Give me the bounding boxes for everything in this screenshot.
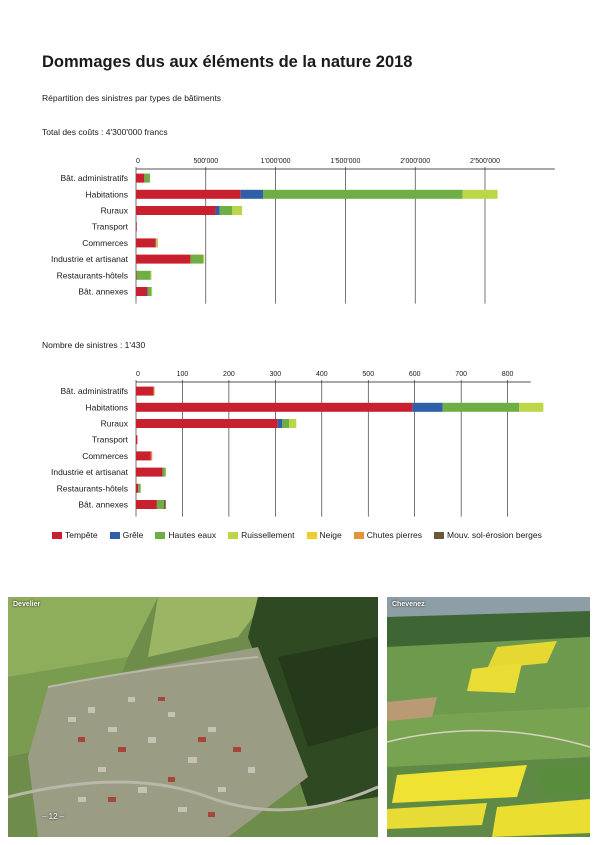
bar-segment [190,255,203,264]
bar-segment [220,206,233,215]
bar-segment [519,403,543,412]
category-label: Habitations [85,189,128,200]
legend-swatch [354,532,364,539]
legend-item-mouv-sol [434,530,542,540]
bar-segment [263,190,463,199]
category-label: Restaurants-hôtels [56,270,128,281]
legend-swatch [434,532,444,539]
x-tick-label: 400 [315,371,328,378]
category-label: Bât. annexes [78,286,128,297]
x-tick-label: 2'500'000 [470,158,500,165]
bar-segment [151,451,152,460]
count-chart [0,363,598,513]
category-label: Habitations [85,402,128,413]
legend-item-tempete [52,530,98,540]
x-tick-label: 600 [408,371,421,378]
page-number: – 12 – [42,812,65,821]
x-tick-label: 200 [223,371,235,378]
bar-segment [162,468,165,477]
bar-segment [136,255,190,264]
category-label: Industrie et artisanat [50,254,128,265]
bar-segment [232,206,242,215]
cost-chart-label: Total des coûts : 4'300'000 francs [42,127,168,137]
photo-chevenez [387,597,590,837]
x-tick-label: 500 [362,371,375,378]
photo-caption: Chevenez [392,601,425,608]
bar-segment [138,484,140,493]
legend-label: Hautes eaux [168,530,217,540]
bar-segment [147,287,148,296]
x-tick-label: 300 [269,371,282,378]
bar-segment [443,403,520,412]
bar-segment [137,271,151,280]
category-label: Commerces [82,450,128,461]
x-tick-label: 0 [136,158,140,165]
category-label: Transport [91,221,128,232]
x-tick-label: 2'000'000 [400,158,431,165]
category-label: Transport [91,434,128,445]
bar-segment [148,287,151,296]
category-label: Bât. administratifs [60,386,128,397]
photo-develier [8,597,378,837]
bar-segment [278,419,283,428]
category-label: Ruraux [100,205,128,216]
x-tick-label: 800 [501,371,514,378]
page-title: Dommages dus aux éléments de la nature 2018 [42,53,413,71]
bar-segment [136,403,412,412]
bar-segment [136,387,154,396]
legend-label: Mouv. sol-érosion berges [447,530,542,540]
legend-swatch [307,532,317,539]
legend-label: Tempête [65,530,98,540]
bar-segment [282,419,289,428]
legend-swatch [110,532,120,539]
category-label: Bât. annexes [78,499,128,510]
bar-segment [289,419,296,428]
category-label: Industrie et artisanat [50,467,128,478]
x-tick-label: 1'000'000 [260,158,291,165]
aerial-village-image [8,597,378,837]
bar-segment [157,500,164,509]
legend-swatch [155,532,165,539]
bar-segment [412,403,442,412]
bar-segment [241,190,263,199]
legend-swatch [228,532,238,539]
legend-swatch [52,532,62,539]
bar-segment [203,255,204,264]
category-label: Commerces [82,237,128,248]
bar-segment [136,435,137,444]
bar-segment [136,419,278,428]
bar-segment [136,190,241,199]
bar-segment [164,500,166,509]
photo-caption: Develier [13,601,41,608]
category-label: Restaurants-hôtels [56,483,128,494]
aerial-fields-image [387,597,590,837]
bar-segment [156,238,157,247]
count-chart-label: Nombre de sinistres : 1'430 [42,340,146,350]
bar-segment [151,271,152,280]
bar-segment [154,387,155,396]
x-tick-label: 500'000 [193,158,219,165]
x-tick-label: 700 [455,371,467,378]
legend-label: Grêle [122,530,144,540]
bar-segment [136,484,138,493]
category-label: Ruraux [100,418,128,429]
bar-segment [144,174,150,183]
legend-item-ruissellement [228,530,294,540]
x-tick-label: 100 [176,371,189,378]
bar-segment [463,190,498,199]
chart-legend [52,530,542,540]
x-tick-label: 1'500'000 [330,158,361,165]
legend-item-hautes-eaux [155,530,216,540]
bar-segment [136,271,137,280]
bar-segment [157,238,158,247]
bar-segment [136,174,144,183]
bar-segment [156,238,157,247]
bar-segment [136,238,156,247]
legend-item-grele [110,530,144,540]
bar-segment [136,287,147,296]
legend-label: Ruissellement [241,530,295,540]
bar-segment [136,206,216,215]
legend-label: Neige [319,530,342,540]
legend-label: Chutes pierres [366,530,423,540]
bar-segment [216,206,220,215]
x-tick-label: 0 [136,371,140,378]
bar-segment [136,451,151,460]
bar-segment [136,500,157,509]
legend-item-neige [307,530,342,540]
bar-segment [136,468,162,477]
bar-segment [136,222,137,231]
legend-item-chutes-pierres [354,530,422,540]
category-label: Bât. administratifs [60,173,128,184]
page-subtitle: Répartition des sinistres par types de bâtiments [42,93,222,103]
cost-chart [0,150,598,300]
bar-segment [151,287,152,296]
